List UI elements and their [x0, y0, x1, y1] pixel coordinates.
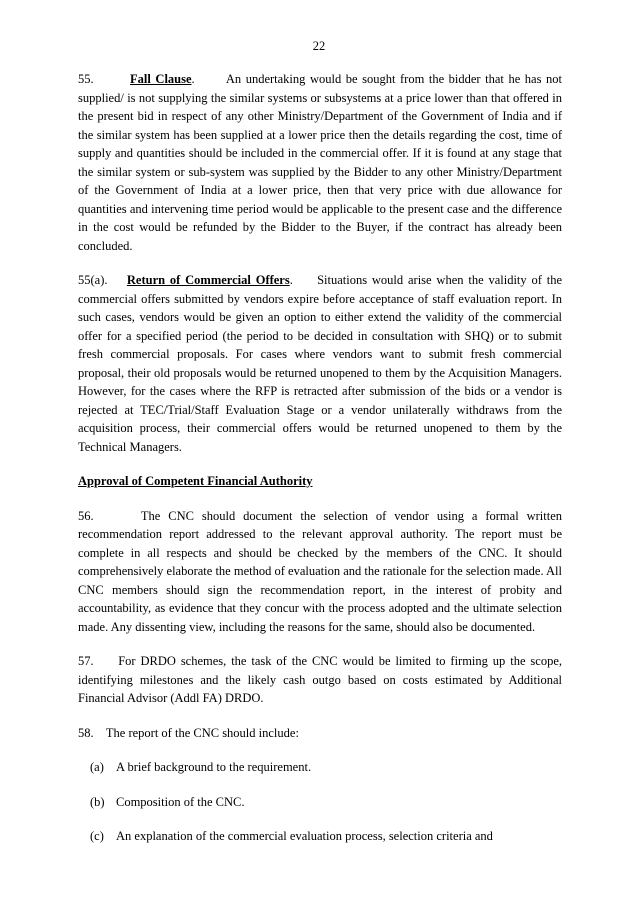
para-text: The CNC should document the selection of vendor using a formal written recommendation report addressed to the relevant approval authority. The report must be complete in all respects and should be checked by the members of the CNC. It should comprehensively elaborate the method of evaluation and the rationale for the selection made. All CNC members should sign the recommendation report, in the interest of probity and accountability, as evidence that they concur with the process adopted and the ultimate selection made. Any dissenting view, including the reasons for the same, should also be documented.	[78, 508, 562, 634]
list-text: Composition of the CNC.	[116, 794, 245, 809]
paragraph-55: 55. Fall Clause. An undertaking would be sought from the bidder that he has not supplied/ is not supplying the similar systems or subsystems at a price lower than that offered in the present bid in respect of any other Ministry/Department of the Government of India and if the similar system has been supplied at a lower price then the details regarding the cost, time of supply and quantities should be included in the commercial offer. If it is found at any stage that the similar system or sub-system was supplied by the Bidder to any other Ministry/Department of the Government of India at a lower price, then that very price with due allowance for quantities and intervening time period would be applicable to the present case and the difference in the cost would be refunded by the Bidder to the Buyer, if the contract has already been concluded.	[78, 72, 562, 253]
document-body	[78, 70, 562, 862]
list-item	[90, 793, 562, 812]
paragraph-56	[78, 507, 562, 637]
para-number: 56.	[78, 508, 94, 523]
list-marker: (a)	[90, 760, 104, 774]
para-title: Return of Commercial Offers	[126, 273, 290, 287]
para-title: Fall Clause	[130, 72, 192, 86]
para-number: 55.	[78, 72, 94, 86]
list-marker: (b)	[90, 794, 105, 809]
para-text: Situations would arise when the validity of the commercial offers submitted by vendors expire before acceptance of staff evaluation report. In such cases, vendors would be given an option to either extend the validity of the commercial offer for a specified period (the period to be decided in consultation with SHQ) or to submit fresh commercial proposals. For cases where vendors want to submit fresh commercial proposal, their old proposals would be returned unopened to them by the Acquisition Managers. However, for the cases where the RFP is retracted after submission of the bids or a vendor is rejected at TEC/Trial/Staff Evaluation Stage or a vendor unilaterally withdraws from the acquisition process, their commercial offers would be returned unopened to them by the Technical Managers.	[78, 273, 563, 454]
cnc-report-list	[78, 758, 562, 846]
para-text: The report of the CNC should include:	[105, 725, 299, 740]
paragraph-58	[78, 724, 562, 743]
paragraph-57	[78, 652, 562, 708]
para-text: An undertaking would be sought from the bidder that he has not supplied/ is not supplying the similar systems or subsystems at a price lower than that offered in the present bid in respect of any other Ministry/Department of the Government of India and if the similar system has been supplied at a lower price then the details regarding the cost, time of supply and quantities should be included in the commercial offer. If it is found at any stage that the similar system or sub-system was supplied by the Bidder to any other Ministry/Department of the Government of India at a lower price, then that very price with due allowance for quantities and intervening time period would be applicable to the present case and the difference in the cost would be refunded by the Bidder to the Buyer, if the contract has already been concluded.	[78, 72, 562, 253]
paragraph-55a: 55(a). Return of Commercial Offers. Situations would arise when the validity of the commercial offers submitted by vendors expire before acceptance of staff evaluation report. In such cases, vendors would be given an option to either extend the validity of the commercial offer for a specified period (the period to be decided in consultation with SHQ) or to submit fresh commercial proposals. For cases where vendors want to submit fresh commercial proposal, their old proposals would be returned unopened to them by the Acquisition Managers. However, for the cases where the RFP is retracted after submission of the bids or a vendor is rejected at TEC/Trial/Staff Evaluation Stage or a vendor unilaterally withdraws from the acquisition process, their commercial offers would be returned unopened to them by the Technical Managers.	[78, 273, 563, 454]
list-item	[90, 758, 562, 777]
page-number: 22	[312, 39, 326, 53]
list-text: A brief background to the requirement.	[116, 760, 312, 774]
section-heading: Approval of Competent Financial Authority	[78, 474, 313, 488]
list-marker: (c)	[90, 829, 104, 843]
para-number: 57.	[78, 654, 94, 668]
para-number: 55(a).	[78, 273, 108, 287]
list-item	[90, 827, 562, 846]
para-number: 58.	[78, 725, 94, 740]
list-text: An explanation of the commercial evaluation process, selection criteria and	[116, 829, 493, 843]
para-text: For DRDO schemes, the task of the CNC would be limited to firming up the scope, identifying milestones and the likely cash outgo based on costs estimated by Additional Financial Advisor (Addl FA) DRDO.	[78, 654, 562, 705]
